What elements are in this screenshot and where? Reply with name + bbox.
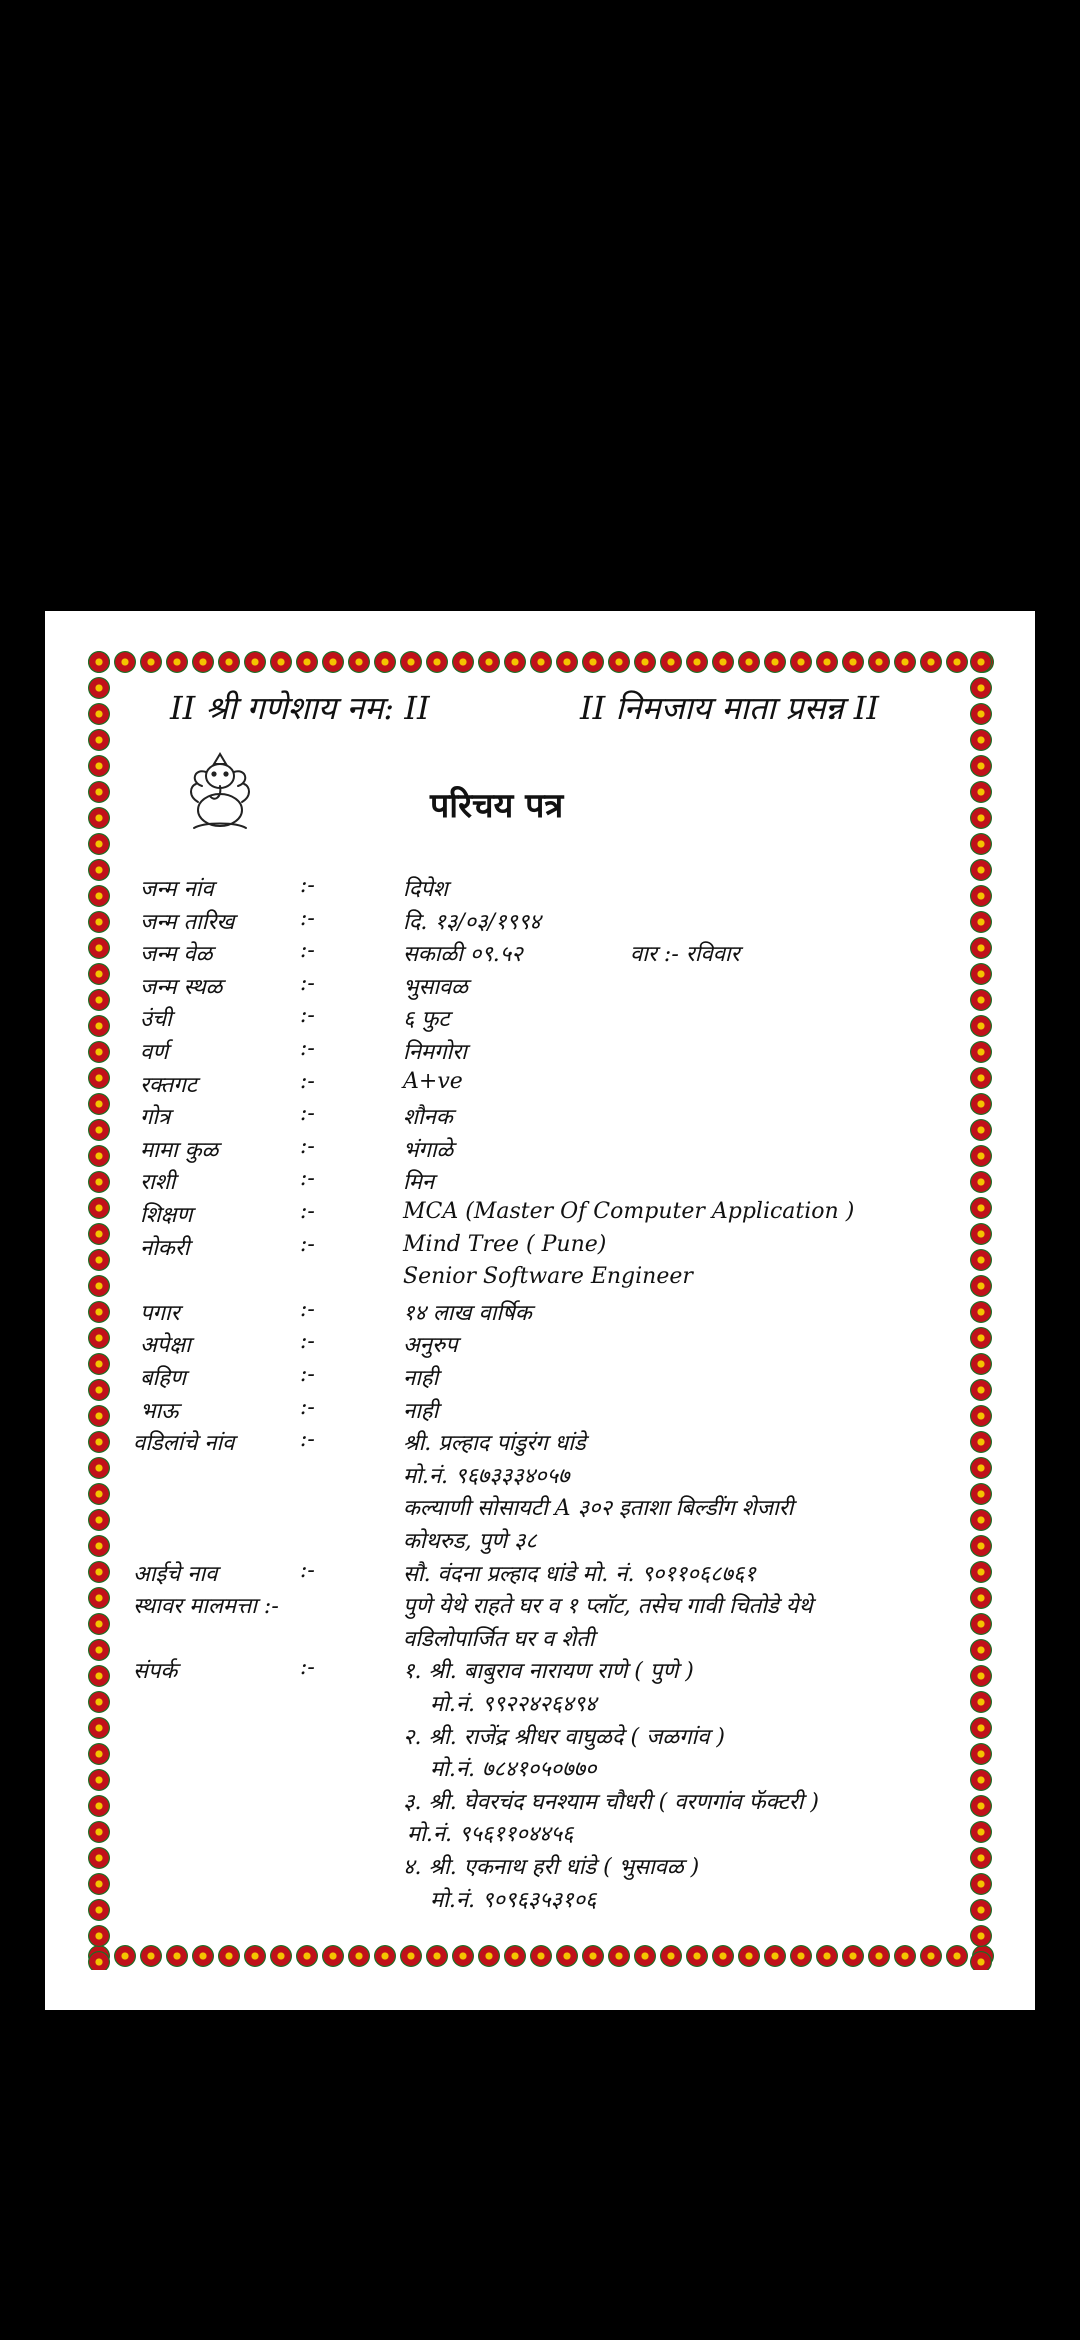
father-line: कोथरुड, पुणे ३८ bbox=[403, 1529, 537, 1554]
field-extra: वार :- रविवार bbox=[630, 942, 740, 968]
field-row bbox=[45, 1329, 1035, 1362]
field-row bbox=[45, 906, 1035, 939]
field-row bbox=[45, 1232, 1035, 1265]
flower-icon bbox=[712, 1945, 734, 1967]
field-colon: :- bbox=[300, 1199, 315, 1224]
flower-icon bbox=[270, 1945, 292, 1967]
flower-icon bbox=[894, 1945, 916, 1967]
field-row bbox=[45, 1264, 1035, 1297]
flower-icon bbox=[634, 1945, 656, 1967]
flower-icon bbox=[556, 1945, 578, 1967]
flower-icon bbox=[296, 1945, 318, 1967]
flower-icon bbox=[504, 1945, 526, 1967]
contact-line: मो.नं. ९०९६३५३१०६ bbox=[430, 1887, 597, 1913]
father-line: मो.नं. ९६७३३३४०५७ bbox=[403, 1463, 570, 1489]
flower-icon bbox=[970, 677, 992, 699]
flower-icon bbox=[894, 651, 916, 673]
field-row bbox=[45, 1362, 1035, 1395]
flower-icon bbox=[946, 1945, 968, 1967]
field-label: रक्तगट bbox=[140, 1072, 197, 1098]
flower-icon bbox=[970, 781, 992, 803]
field-row bbox=[45, 1199, 1035, 1232]
flower-icon bbox=[608, 1945, 630, 1967]
field-label: पगार bbox=[140, 1300, 180, 1326]
flower-icon bbox=[634, 651, 656, 673]
field-value: दि. १३/०३/१९९४ bbox=[403, 909, 541, 935]
flower-icon bbox=[114, 651, 136, 673]
flower-icon bbox=[192, 1945, 214, 1967]
property-row bbox=[45, 1623, 1035, 1656]
flower-icon bbox=[166, 651, 188, 673]
contact-label: संपर्क bbox=[133, 1659, 178, 1685]
flower-icon bbox=[920, 651, 942, 673]
flower-icon bbox=[816, 1945, 838, 1967]
field-value: भंगाळे bbox=[403, 1137, 454, 1163]
field-value: भुसावळ bbox=[403, 974, 468, 1000]
mother-value: सौ. वंदना प्रल्हाद धांडे मो. नं. ९०११०६८७६१ bbox=[403, 1561, 756, 1587]
flower-icon bbox=[764, 651, 786, 673]
flower-icon bbox=[452, 651, 474, 673]
flower-icon bbox=[660, 1945, 682, 1967]
flower-icon bbox=[218, 1945, 240, 1967]
flower-icon bbox=[530, 651, 552, 673]
field-value: A+ve bbox=[403, 1068, 463, 1094]
flower-icon bbox=[296, 651, 318, 673]
field-label: मामा कुळ bbox=[140, 1137, 219, 1163]
field-label: गोत्र bbox=[140, 1105, 171, 1131]
field-colon: :- bbox=[300, 938, 315, 964]
flower-icon bbox=[970, 807, 992, 829]
field-colon: :- bbox=[300, 1036, 315, 1061]
field-colon: :- bbox=[300, 1068, 315, 1094]
field-label: जन्म वेळ bbox=[140, 942, 213, 968]
contact-line: मो.नं. ९९२२४२६४९४ bbox=[430, 1692, 597, 1717]
field-colon: :- bbox=[300, 1557, 315, 1583]
flower-icon bbox=[970, 755, 992, 777]
field-colon: :- bbox=[300, 1362, 315, 1387]
flower-icon bbox=[374, 1945, 396, 1967]
field-value: Senior Software Engineer bbox=[403, 1264, 693, 1290]
flower-icon bbox=[88, 1951, 110, 1970]
flower-icon bbox=[88, 807, 110, 829]
flower-icon bbox=[400, 1945, 422, 1967]
field-colon: :- bbox=[300, 1296, 315, 1322]
flower-icon bbox=[816, 651, 838, 673]
field-colon: :- bbox=[300, 1133, 315, 1159]
contact-row bbox=[45, 1818, 1035, 1851]
flower-icon bbox=[920, 1945, 942, 1967]
contact-line: २. श्री. राजेंद्र श्रीधर वाघुळदे ( जळगांव ) bbox=[403, 1724, 726, 1750]
flower-icon bbox=[322, 1945, 344, 1967]
field-row bbox=[45, 1069, 1035, 1102]
field-colon: :- bbox=[300, 970, 315, 996]
mother-label: आईचे नाव bbox=[133, 1561, 218, 1587]
flower-icon bbox=[218, 651, 240, 673]
flower-icon bbox=[868, 651, 890, 673]
property-label: स्थावर मालमत्ता :- bbox=[133, 1594, 279, 1620]
field-label: शिक्षण bbox=[140, 1203, 193, 1228]
field-colon: :- bbox=[300, 1231, 315, 1257]
field-label: अपेक्षा bbox=[140, 1333, 191, 1359]
field-value: MCA (Master Of Computer Application ) bbox=[403, 1199, 855, 1224]
flower-icon bbox=[970, 833, 992, 855]
contact-row bbox=[45, 1721, 1035, 1754]
property-row bbox=[45, 1590, 1035, 1623]
flower-icon bbox=[88, 833, 110, 855]
flower-icon bbox=[504, 651, 526, 673]
flower-icon bbox=[970, 651, 992, 673]
flower-icon bbox=[88, 781, 110, 803]
field-value: १४ लाख वार्षिक bbox=[403, 1300, 532, 1326]
father-label: वडिलांचे नांव bbox=[133, 1431, 235, 1457]
flower-icon bbox=[192, 651, 214, 673]
biodata-sheet bbox=[45, 611, 1035, 2010]
field-value: मिन bbox=[403, 1170, 435, 1196]
flower-icon bbox=[556, 651, 578, 673]
flower-icon bbox=[660, 651, 682, 673]
flower-icon bbox=[88, 729, 110, 751]
field-label: भाऊ bbox=[140, 1398, 179, 1424]
flower-icon bbox=[426, 651, 448, 673]
flower-icon bbox=[970, 729, 992, 751]
flower-icon bbox=[88, 651, 110, 673]
contact-line: ३. श्री. घेवरचंद घनश्याम चौधरी ( वरणगांव फॅक्टरी ) bbox=[403, 1789, 819, 1815]
field-colon: :- bbox=[300, 1329, 315, 1355]
contact-line: ४. श्री. एकनाथ हरी धांडे ( भुसावळ ) bbox=[403, 1855, 700, 1880]
flower-icon bbox=[140, 1945, 162, 1967]
field-label: राशी bbox=[140, 1170, 176, 1196]
contact-row bbox=[45, 1786, 1035, 1819]
field-label: नोकरी bbox=[140, 1235, 190, 1261]
field-row bbox=[45, 1003, 1035, 1036]
flower-icon bbox=[140, 651, 162, 673]
flower-icon bbox=[970, 1951, 992, 1970]
father-row bbox=[45, 1525, 1035, 1558]
flower-icon bbox=[530, 1945, 552, 1967]
flower-icon bbox=[842, 651, 864, 673]
field-label: बहिण bbox=[140, 1366, 186, 1391]
header-right-invocation: II निमजाय माता प्रसन्न II bbox=[580, 689, 880, 727]
flower-icon bbox=[374, 651, 396, 673]
flower-icon bbox=[738, 651, 760, 673]
contact-row bbox=[45, 1688, 1035, 1721]
flower-icon bbox=[868, 1945, 890, 1967]
document-title: परिचय पत्र bbox=[430, 786, 564, 826]
flower-icon bbox=[88, 677, 110, 699]
flower-icon bbox=[686, 1945, 708, 1967]
mother-row bbox=[45, 1558, 1035, 1591]
flower-icon bbox=[764, 1945, 786, 1967]
flower-icon bbox=[348, 651, 370, 673]
field-label: उंची bbox=[140, 1007, 172, 1033]
field-label: वर्ण bbox=[140, 1040, 169, 1065]
flower-icon bbox=[582, 651, 604, 673]
contact-line: मो.नं. ९५६११०४४५६ bbox=[407, 1822, 574, 1848]
father-row bbox=[45, 1460, 1035, 1493]
field-row bbox=[45, 1101, 1035, 1134]
flower-icon bbox=[738, 1945, 760, 1967]
flower-icon bbox=[478, 1945, 500, 1967]
field-value: सकाळी ०९.५२ bbox=[403, 942, 523, 968]
contact-row bbox=[45, 1655, 1035, 1688]
flower-icon bbox=[970, 1925, 992, 1947]
flower-icon bbox=[686, 651, 708, 673]
flower-icon bbox=[608, 651, 630, 673]
field-label: जन्म तारिख bbox=[140, 909, 235, 935]
flower-icon bbox=[400, 651, 422, 673]
flower-icon bbox=[244, 1945, 266, 1967]
contact-row bbox=[45, 1884, 1035, 1917]
field-value: शौनक bbox=[403, 1105, 453, 1131]
field-value: दिपेश bbox=[403, 877, 448, 902]
field-value: नाही bbox=[403, 1398, 439, 1424]
field-colon: :- bbox=[300, 1166, 315, 1192]
field-label: जन्म स्थळ bbox=[140, 974, 223, 1000]
flower-icon bbox=[426, 1945, 448, 1967]
flower-icon bbox=[790, 1945, 812, 1967]
field-row bbox=[45, 1166, 1035, 1199]
flower-icon bbox=[842, 1945, 864, 1967]
flower-icon bbox=[166, 1945, 188, 1967]
field-colon: :- bbox=[300, 1394, 315, 1420]
field-value: Mind Tree ( Pune) bbox=[403, 1231, 607, 1257]
contact-line: १. श्री. बाबुराव नारायण राणे ( पुणे ) bbox=[403, 1659, 694, 1685]
field-row bbox=[45, 971, 1035, 1004]
flower-icon bbox=[322, 651, 344, 673]
flower-icon bbox=[244, 651, 266, 673]
field-row bbox=[45, 1134, 1035, 1167]
flower-icon bbox=[88, 755, 110, 777]
flower-border-bottom bbox=[85, 1942, 995, 1970]
father-row bbox=[45, 1492, 1035, 1525]
contact-row bbox=[45, 1851, 1035, 1884]
contact-row bbox=[45, 1753, 1035, 1786]
flower-icon bbox=[790, 651, 812, 673]
header-left-invocation: II श्री गणेशाय नम: II bbox=[170, 689, 430, 727]
field-value: ६ फुट bbox=[403, 1007, 450, 1033]
property-line: पुणे येथे राहते घर व १ प्लॉट, तसेच गावी चितोडे येथे bbox=[403, 1594, 813, 1620]
ganesha-icon bbox=[180, 746, 260, 836]
field-row bbox=[45, 873, 1035, 906]
father-line: श्री. प्रल्हाद पांडुरंग धांडे bbox=[403, 1431, 586, 1457]
flower-icon bbox=[712, 651, 734, 673]
field-colon: :- bbox=[300, 1101, 315, 1127]
flower-icon bbox=[452, 1945, 474, 1967]
field-value: नाही bbox=[403, 1366, 439, 1391]
contact-line: मो.नं. ७८४१०५०७७० bbox=[430, 1757, 597, 1783]
field-label: जन्म नांव bbox=[140, 877, 214, 902]
field-row bbox=[45, 938, 1035, 971]
field-colon: :- bbox=[300, 905, 315, 931]
flower-icon bbox=[88, 703, 110, 725]
flower-icon bbox=[478, 651, 500, 673]
father-row bbox=[45, 1427, 1035, 1460]
flower-icon bbox=[970, 703, 992, 725]
field-row bbox=[45, 1297, 1035, 1330]
father-line: कल्याणी सोसायटी A ३०२ इताशा बिल्डींग शेजारी bbox=[403, 1496, 794, 1522]
flower-icon bbox=[88, 1925, 110, 1947]
flower-icon bbox=[114, 1945, 136, 1967]
flower-border-top bbox=[85, 648, 995, 676]
field-value: अनुरुप bbox=[403, 1333, 458, 1359]
flower-icon bbox=[270, 651, 292, 673]
flower-icon bbox=[582, 1945, 604, 1967]
field-colon: :- bbox=[300, 873, 315, 898]
field-row bbox=[45, 1395, 1035, 1428]
property-line: वडिलोपार्जित घर व शेती bbox=[403, 1626, 595, 1652]
field-colon: :- bbox=[300, 1427, 315, 1453]
field-row bbox=[45, 1036, 1035, 1069]
field-value: निमगोरा bbox=[403, 1040, 467, 1065]
field-colon: :- bbox=[300, 1003, 315, 1029]
flower-icon bbox=[946, 651, 968, 673]
field-colon: :- bbox=[300, 1655, 315, 1681]
flower-icon bbox=[348, 1945, 370, 1967]
